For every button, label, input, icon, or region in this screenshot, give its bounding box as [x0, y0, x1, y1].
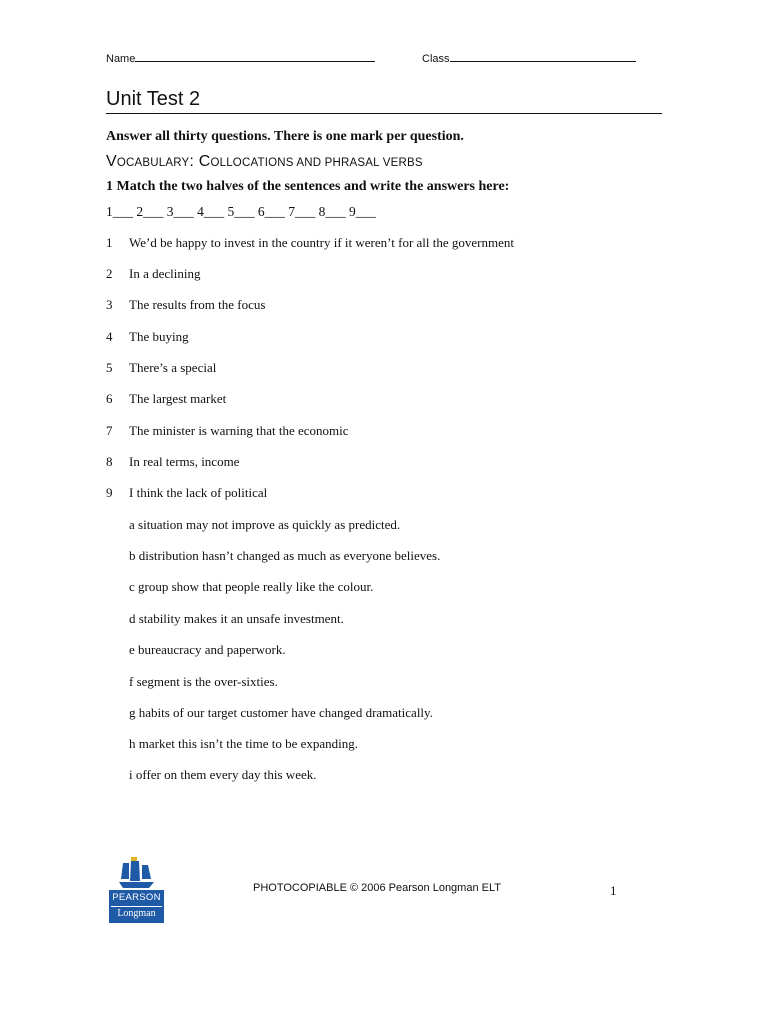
question-number: 5 — [106, 360, 113, 375]
question-item — [106, 454, 239, 470]
question-item — [106, 329, 189, 345]
section-word-1: OCABULARY — [116, 157, 190, 169]
option-item: b distribution hasn’t changed as much as everyone believes. — [129, 548, 441, 563]
question-number: 7 — [106, 423, 113, 438]
name-line — [135, 52, 375, 62]
option-item: d stability makes it an unsafe investment. — [129, 611, 344, 626]
question-number: 4 — [106, 329, 113, 344]
section-word-2: OLLOCATIONS AND PHRASAL VERBS — [210, 157, 423, 169]
question-number: 6 — [106, 391, 113, 406]
option-item: e bureaucracy and paperwork. — [129, 642, 286, 657]
question-text: There’s a special — [129, 360, 217, 375]
question-text: The minister is warning that the economic — [129, 423, 349, 438]
class-field — [422, 52, 636, 65]
question-number: 1 — [106, 235, 113, 250]
option-item: h market this isn’t the time to be expanding. — [129, 736, 359, 751]
question-item — [106, 235, 514, 251]
question-number: 8 — [106, 454, 113, 469]
option-item: f segment is the over-sixties. — [129, 674, 278, 689]
question-text: In real terms, income — [129, 454, 240, 469]
instructions: Answer all thirty questions. There is one mark per question. — [106, 129, 464, 144]
option-item: i offer on them every day this week. — [129, 767, 317, 782]
section-initial-1: V — [106, 153, 117, 170]
class-label: Class — [422, 53, 450, 65]
question-number: 2 — [106, 266, 113, 281]
question-text: The results from the focus — [129, 297, 266, 312]
question-item — [106, 391, 226, 407]
option-item: c group show that people really like the colour. — [129, 579, 374, 594]
class-line — [450, 52, 636, 62]
question-item — [106, 360, 216, 376]
page-number: 1 — [610, 883, 617, 898]
question-text: The buying — [129, 329, 189, 344]
question-text: I think the lack of political — [129, 485, 268, 500]
question-item — [106, 423, 349, 439]
title-rule — [106, 113, 662, 114]
name-field — [106, 52, 375, 65]
pearson-longman-logo — [109, 857, 164, 923]
section-colon: : — [189, 153, 199, 170]
question-number: 9 — [106, 485, 113, 500]
page-title: Unit Test 2 — [106, 88, 201, 110]
answer-line: 1___ 2___ 3___ 4___ 5___ 6___ 7___ 8___ 9___ — [106, 204, 376, 219]
question-text: The largest market — [129, 391, 227, 406]
question-item — [106, 266, 200, 282]
option-item: g habits of our target customer have changed dramatically. — [129, 705, 433, 720]
question-text: We’d be happy to invest in the country if it weren’t for all the government — [129, 235, 514, 250]
logo-text-top: PEARSON — [112, 892, 161, 903]
copyright-notice: PHOTOCOPIABLE © 2006 Pearson Longman ELT — [253, 882, 501, 894]
option-item: a situation may not improve as quickly as predicted. — [129, 517, 401, 532]
task-heading: 1 Match the two halves of the sentences and write the answers here: — [106, 179, 510, 194]
name-label: Name — [106, 53, 136, 65]
question-item — [106, 297, 265, 313]
logo-text-bottom: Longman — [117, 908, 156, 919]
question-text: In a declining — [129, 266, 201, 281]
section-heading — [106, 153, 423, 171]
question-item — [106, 485, 267, 501]
section-initial-2: C — [198, 153, 211, 170]
question-number: 3 — [106, 297, 113, 312]
